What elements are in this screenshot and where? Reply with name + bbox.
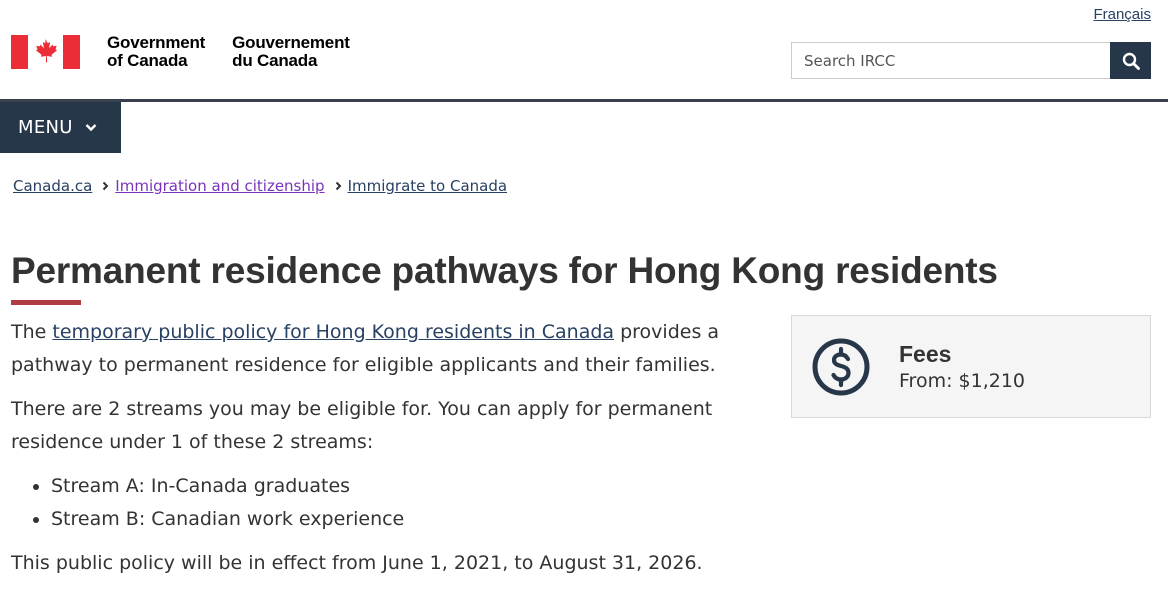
menu-button[interactable]: [0, 102, 121, 153]
intro-suffix: provides a pathway to permanent residence for eligible applicants and their families.: [11, 321, 720, 376]
chevron-right-icon: [335, 181, 342, 191]
intro-prefix: The: [11, 321, 53, 343]
signature-english: [107, 34, 205, 70]
page-title: Permanent residence pathways for Hong Kong residents: [11, 250, 998, 291]
signature-fr-line-2: du Canada: [232, 51, 318, 70]
search-button[interactable]: [1110, 42, 1151, 79]
fees-title: Fees: [899, 340, 952, 367]
search-input[interactable]: [791, 42, 1110, 79]
list-item: • Stream B: Canadian work experience: [51, 503, 731, 536]
signature-en-line-1: Government: [107, 33, 206, 52]
signature-en-line-2: of Canada: [107, 51, 188, 70]
breadcrumb: [13, 177, 507, 195]
streams-intro-paragraph: There are 2 streams you may be eligible for. You can apply for permanent residence under 1 of these 2 streams:: [11, 398, 713, 453]
dollar-circle-icon: [811, 337, 871, 397]
search-form: [791, 42, 1151, 79]
breadcrumb-canada-ca[interactable]: Canada.ca: [13, 177, 93, 195]
canada-flag-icon: [11, 35, 80, 69]
government-of-canada-signature[interactable]: [11, 34, 350, 70]
header-divider: [0, 99, 1168, 102]
temporary-public-policy-link[interactable]: temporary public policy for Hong Kong residents in Canada: [52, 321, 615, 343]
list-item: • Stream A: In-Canada graduates: [51, 470, 731, 503]
main-content: [11, 316, 731, 591]
fees-box: [791, 315, 1151, 418]
intro-paragraph: [11, 316, 731, 382]
breadcrumb-immigrate-to-canada[interactable]: Immigrate to Canada: [347, 177, 508, 195]
chevron-down-icon: [85, 123, 97, 132]
effective-dates-paragraph: This public policy will be in effect from June 1, 2021, to August 31, 2026.: [11, 552, 703, 574]
language-toggle-link[interactable]: Français: [1093, 6, 1151, 23]
chevron-right-icon: [102, 181, 109, 191]
title-underline: [11, 300, 81, 305]
search-icon: [1122, 52, 1140, 70]
signature-fr-line-1: Gouvernement: [232, 33, 350, 52]
signature-french: [232, 34, 350, 70]
menu-label: MENU: [18, 117, 73, 138]
breadcrumb-immigration-and-citizenship[interactable]: Immigration and citizenship: [115, 177, 325, 195]
streams-list: [51, 470, 731, 536]
fees-amount: From: $1,210: [899, 369, 1025, 392]
